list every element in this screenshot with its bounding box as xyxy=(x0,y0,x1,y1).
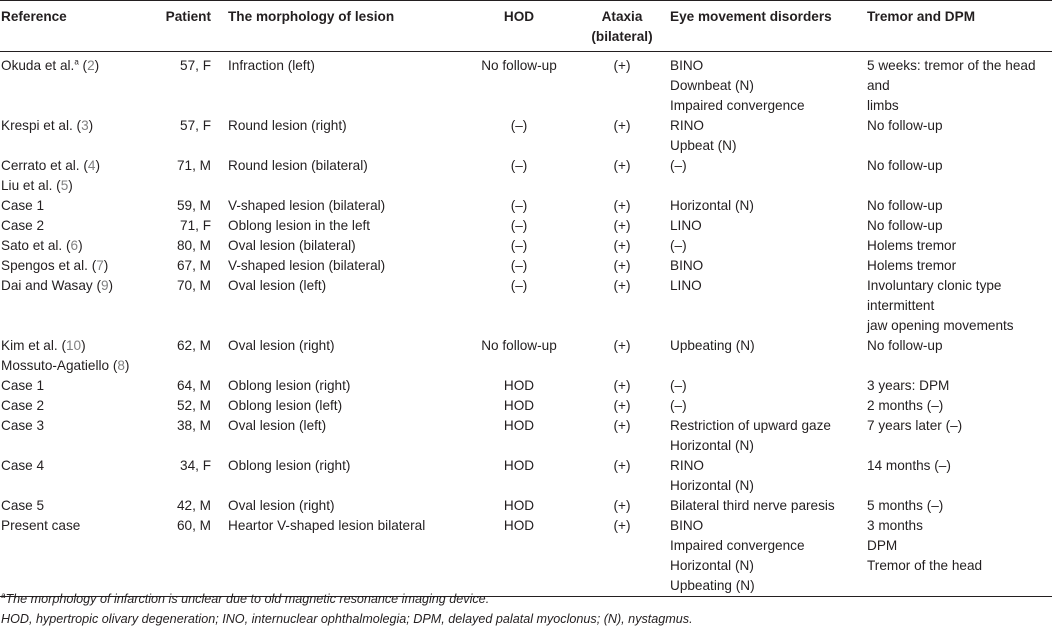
eye-movement-line: (–) xyxy=(670,398,687,413)
cell-reference: Kim et al. (10) xyxy=(1,338,86,353)
table-row xyxy=(0,196,1052,216)
reference-text: Spengos et al. xyxy=(1,258,88,273)
reference-text: Present case xyxy=(1,518,81,533)
cell-morphology: V-shaped lesion (bilateral) xyxy=(228,198,386,213)
cell-tremor xyxy=(864,52,1052,117)
eye-movement-line: Upbeating (N) xyxy=(670,578,755,593)
cell-morphology: Round lesion (bilateral) xyxy=(228,158,368,173)
cell-reference: Okuda et al.$^a$ (2) xyxy=(1,57,100,73)
header-patient: Patient xyxy=(165,9,211,24)
cell-patient: 34, F xyxy=(180,458,211,473)
tremor-line: No follow-up xyxy=(867,338,943,353)
reference-text: Case 5 xyxy=(1,498,45,513)
cell-eye-movement xyxy=(662,416,864,456)
cell-hod: (–) xyxy=(510,258,528,273)
eye-movement-line: Bilateral third nerve paresis xyxy=(670,498,835,513)
cell-ataxia: (+) xyxy=(613,458,631,473)
cell-reference: Cerrato et al. (4) xyxy=(1,158,100,173)
cell-reference xyxy=(0,516,151,597)
cell-hod xyxy=(456,176,582,196)
cell-reference: Sato et al. (6) xyxy=(1,238,83,253)
table-row xyxy=(0,276,1052,336)
cell-patient: 57, F xyxy=(180,58,211,73)
cell-reference: Krespi et al. (3) xyxy=(1,118,94,133)
tremor-line: 14 months (–) xyxy=(867,458,951,473)
table-row xyxy=(0,396,1052,416)
cell-ataxia: (+) xyxy=(613,238,631,253)
cell-ataxia: (+) xyxy=(613,378,631,393)
table-row xyxy=(0,52,1052,117)
header-hod: HOD xyxy=(503,9,535,24)
citation-number: 8 xyxy=(117,358,125,373)
eye-movement-line: Horizontal (N) xyxy=(670,198,754,213)
cell-tremor xyxy=(864,176,1052,196)
table-row xyxy=(0,376,1052,396)
eye-movement-line: Impaired convergence xyxy=(670,538,805,553)
eye-movement-line: RINO xyxy=(670,118,704,133)
cell-reference: Spengos et al. (7) xyxy=(1,258,109,273)
cell-patient: 57, F xyxy=(180,118,211,133)
cell-eye-movement xyxy=(662,236,864,256)
cell-reference xyxy=(0,196,151,216)
eye-movement-line: Downbeat (N) xyxy=(670,78,754,93)
cell-reference xyxy=(0,416,151,456)
cell-reference: Dai and Wasay (9) xyxy=(1,278,114,293)
tremor-line: 7 years later (–) xyxy=(867,418,963,433)
cell-eye-movement xyxy=(662,276,864,336)
tremor-line: Involuntary clonic type intermittent xyxy=(867,278,1002,313)
cell-hod: No follow-up xyxy=(481,58,557,73)
table-body xyxy=(0,52,1052,597)
citation-number: 6 xyxy=(70,238,79,253)
eye-movement-line: (–) xyxy=(670,158,687,173)
cell-patient: 52, M xyxy=(177,398,211,413)
footnote-a-text: The morphology of infarction is unclear due to old magnetic resonance imaging device. xyxy=(5,592,490,606)
header-eye-movement: Eye movement disorders xyxy=(670,9,832,24)
cell-patient: 70, M xyxy=(177,278,211,293)
cell-ataxia: (+) xyxy=(613,58,631,73)
cell-tremor xyxy=(864,236,1052,256)
eye-movement-line: Horizontal (N) xyxy=(670,478,754,493)
cell-hod: HOD xyxy=(503,458,535,473)
cell-tremor xyxy=(864,376,1052,396)
eye-movement-line: Upbeat (N) xyxy=(670,138,737,153)
cell-patient: 59, M xyxy=(177,198,211,213)
tremor-line: No follow-up xyxy=(867,218,943,233)
table-row xyxy=(0,336,1052,356)
reference-text: Case 1 xyxy=(1,378,45,393)
reference-text: Case 1 xyxy=(1,198,45,213)
cell-tremor xyxy=(864,196,1052,216)
table-row xyxy=(0,416,1052,456)
cell-patient: 67, M xyxy=(177,258,211,273)
tremor-line: Tremor of the head xyxy=(867,558,983,573)
cell-reference xyxy=(0,496,151,516)
eye-movement-line: Impaired convergence xyxy=(670,98,805,113)
tremor-line: Holems tremor xyxy=(867,258,957,273)
cell-tremor xyxy=(864,256,1052,276)
header-tremor: Tremor and DPM xyxy=(867,9,976,24)
table-row xyxy=(0,456,1052,496)
footnote-mark: a xyxy=(74,57,79,67)
header-ataxia xyxy=(582,1,662,52)
cell-hod: (–) xyxy=(510,158,528,173)
cell-morphology: V-shaped lesion (bilateral) xyxy=(228,258,386,273)
tremor-line: 3 years: DPM xyxy=(867,378,950,393)
cell-eye-movement xyxy=(662,52,864,117)
cell-tremor xyxy=(864,456,1052,496)
cell-ataxia: (+) xyxy=(613,518,631,533)
cell-tremor xyxy=(864,276,1052,336)
cell-tremor xyxy=(864,516,1052,597)
cell-morphology: Oblong lesion (right) xyxy=(228,458,351,473)
cell-patient: 60, M xyxy=(177,518,211,533)
cell-reference: Liu et al. (5) xyxy=(1,178,73,193)
cell-morphology: Oval lesion (bilateral) xyxy=(228,238,356,253)
cell-hod: HOD xyxy=(503,418,535,433)
citation-number: 7 xyxy=(96,258,104,273)
header-ataxia-line1: Ataxia xyxy=(601,9,643,24)
table-row xyxy=(0,256,1052,276)
eye-movement-line: LINO xyxy=(670,218,702,233)
tremor-line: 2 months (–) xyxy=(867,398,944,413)
cell-tremor xyxy=(864,116,1052,156)
cell-patient: 80, M xyxy=(177,238,211,253)
cell-patient xyxy=(151,356,211,376)
eye-movement-line: (–) xyxy=(670,238,687,253)
table-row xyxy=(0,356,1052,376)
cell-eye-movement xyxy=(662,216,864,236)
cell-hod: HOD xyxy=(503,378,535,393)
cell-reference xyxy=(0,376,151,396)
header-ataxia-line2: (bilateral) xyxy=(591,29,653,44)
tremor-line: 3 months xyxy=(867,518,923,533)
reference-text: Case 4 xyxy=(1,458,45,473)
cell-eye-movement xyxy=(662,196,864,216)
reference-text: Case 2 xyxy=(1,218,45,233)
tremor-line: No follow-up xyxy=(867,198,943,213)
cell-tremor xyxy=(864,496,1052,516)
tremor-line: Holems tremor xyxy=(867,238,957,253)
table-row xyxy=(0,156,1052,176)
cell-ataxia: (+) xyxy=(613,218,631,233)
cell-eye-movement xyxy=(662,256,864,276)
footnote-abbreviations: HOD, hypertropic olivary degeneration; INO, internuclear ophthalmolegia; DPM, delayed palatal myoclonus; (N), nystagmus. xyxy=(1,612,693,626)
cell-eye-movement xyxy=(662,116,864,156)
cell-patient xyxy=(151,176,211,196)
tremor-line: 5 weeks: tremor of the head and xyxy=(867,58,1036,93)
cell-hod xyxy=(456,356,582,376)
cell-ataxia: (+) xyxy=(613,338,631,353)
eye-movement-line: (–) xyxy=(670,378,687,393)
reference-text: Cerrato et al. xyxy=(1,158,80,173)
cell-eye-movement xyxy=(662,496,864,516)
eye-movement-line: LINO xyxy=(670,278,702,293)
cell-ataxia xyxy=(582,356,662,376)
tremor-line: 5 months (–) xyxy=(867,498,944,513)
header-row xyxy=(0,1,1052,52)
cell-reference xyxy=(0,216,151,236)
cell-hod: (–) xyxy=(510,118,528,133)
eye-movement-line: BINO xyxy=(670,258,704,273)
cell-hod: (–) xyxy=(510,238,528,253)
eye-movement-line: Horizontal (N) xyxy=(670,438,754,453)
tremor-line: jaw opening movements xyxy=(867,318,1014,333)
cell-ataxia: (+) xyxy=(613,278,631,293)
cell-hod: No follow-up xyxy=(481,338,557,353)
cell-morphology: Oblong lesion (right) xyxy=(228,378,351,393)
header-reference: Reference xyxy=(1,9,67,24)
cell-patient: 38, M xyxy=(177,418,211,433)
reference-text: Okuda et al. xyxy=(1,58,75,73)
cell-reference: Mossuto-Agatiello (8) xyxy=(1,358,130,373)
cell-hod: HOD xyxy=(503,498,535,513)
cell-eye-movement xyxy=(662,156,864,176)
cell-tremor xyxy=(864,356,1052,376)
cell-reference xyxy=(0,396,151,416)
cell-hod: (–) xyxy=(510,198,528,213)
cell-morphology xyxy=(211,356,456,376)
cell-ataxia: (+) xyxy=(613,418,631,433)
cell-tremor xyxy=(864,156,1052,176)
reference-text: Sato et al. xyxy=(1,238,63,253)
cell-morphology xyxy=(211,176,456,196)
cell-hod: (–) xyxy=(510,278,528,293)
cell-hod: HOD xyxy=(503,398,535,413)
cell-eye-movement xyxy=(662,396,864,416)
citation-number: 2 xyxy=(87,58,95,73)
cell-eye-movement xyxy=(662,356,864,376)
cell-tremor xyxy=(864,336,1052,356)
cell-ataxia xyxy=(582,176,662,196)
cell-tremor xyxy=(864,396,1052,416)
eye-movement-line: Restriction of upward gaze xyxy=(670,418,831,433)
cell-hod: HOD xyxy=(503,518,535,533)
header-morphology: The morphology of lesion xyxy=(228,9,395,24)
cell-morphology: Oval lesion (left) xyxy=(228,418,327,433)
cell-ataxia: (+) xyxy=(613,158,631,173)
cell-morphology: Round lesion (right) xyxy=(228,118,347,133)
cell-patient: 71, F xyxy=(180,218,211,233)
citation-number: 10 xyxy=(65,338,82,353)
table-row xyxy=(0,116,1052,156)
cell-tremor xyxy=(864,216,1052,236)
cell-ataxia: (+) xyxy=(613,258,631,273)
cell-morphology: Infraction (left) xyxy=(228,58,315,73)
tremor-line: No follow-up xyxy=(867,158,943,173)
cell-eye-movement xyxy=(662,516,864,597)
eye-movement-line: Upbeating (N) xyxy=(670,338,755,353)
citation-number: 9 xyxy=(100,278,109,293)
table-row xyxy=(0,516,1052,597)
cell-eye-movement xyxy=(662,176,864,196)
tremor-line: No follow-up xyxy=(867,118,943,133)
cell-morphology: Oblong lesion (left) xyxy=(228,398,343,413)
eye-movement-line: BINO xyxy=(670,518,704,533)
citation-number: 4 xyxy=(87,158,96,173)
cell-morphology: Oval lesion (right) xyxy=(228,338,335,353)
eye-movement-line: RINO xyxy=(670,458,704,473)
eye-movement-line: Horizontal (N) xyxy=(670,558,754,573)
cell-eye-movement xyxy=(662,456,864,496)
cell-patient: 62, M xyxy=(177,338,211,353)
table-row xyxy=(0,216,1052,236)
cell-tremor xyxy=(864,416,1052,456)
reference-text: Krespi et al. xyxy=(1,118,73,133)
cell-morphology: Oval lesion (right) xyxy=(228,498,335,513)
table-row xyxy=(0,236,1052,256)
cell-hod: (–) xyxy=(510,218,528,233)
cell-morphology: Oblong lesion in the left xyxy=(228,218,371,233)
reference-text: Case 3 xyxy=(1,418,45,433)
reference-text: Liu et al. xyxy=(1,178,53,193)
footnote-a xyxy=(1,589,489,609)
cell-patient: 42, M xyxy=(177,498,211,513)
cell-eye-movement xyxy=(662,376,864,396)
cell-ataxia: (+) xyxy=(613,118,631,133)
cell-eye-movement xyxy=(662,336,864,356)
citation-number: 5 xyxy=(60,178,69,193)
tremor-line: limbs xyxy=(867,98,899,113)
tremor-line: DPM xyxy=(867,538,898,553)
table-row xyxy=(0,176,1052,196)
table-row xyxy=(0,496,1052,516)
eye-movement-line: BINO xyxy=(670,58,704,73)
citation-number: 3 xyxy=(81,118,89,133)
reference-text: Mossuto-Agatiello xyxy=(1,358,110,373)
reference-text: Kim et al. xyxy=(1,338,58,353)
cell-reference xyxy=(0,456,151,496)
cell-ataxia: (+) xyxy=(613,398,631,413)
cell-ataxia: (+) xyxy=(613,498,631,513)
reference-text: Dai and Wasay xyxy=(1,278,93,293)
cell-patient: 71, M xyxy=(177,158,211,173)
cell-ataxia: (+) xyxy=(613,198,631,213)
footnote-a-mark: a xyxy=(1,590,6,600)
cell-patient: 64, M xyxy=(177,378,211,393)
cell-morphology: Oval lesion (left) xyxy=(228,278,327,293)
reference-text: Case 2 xyxy=(1,398,45,413)
cell-morphology: Heartor V-shaped lesion bilateral xyxy=(228,518,426,533)
